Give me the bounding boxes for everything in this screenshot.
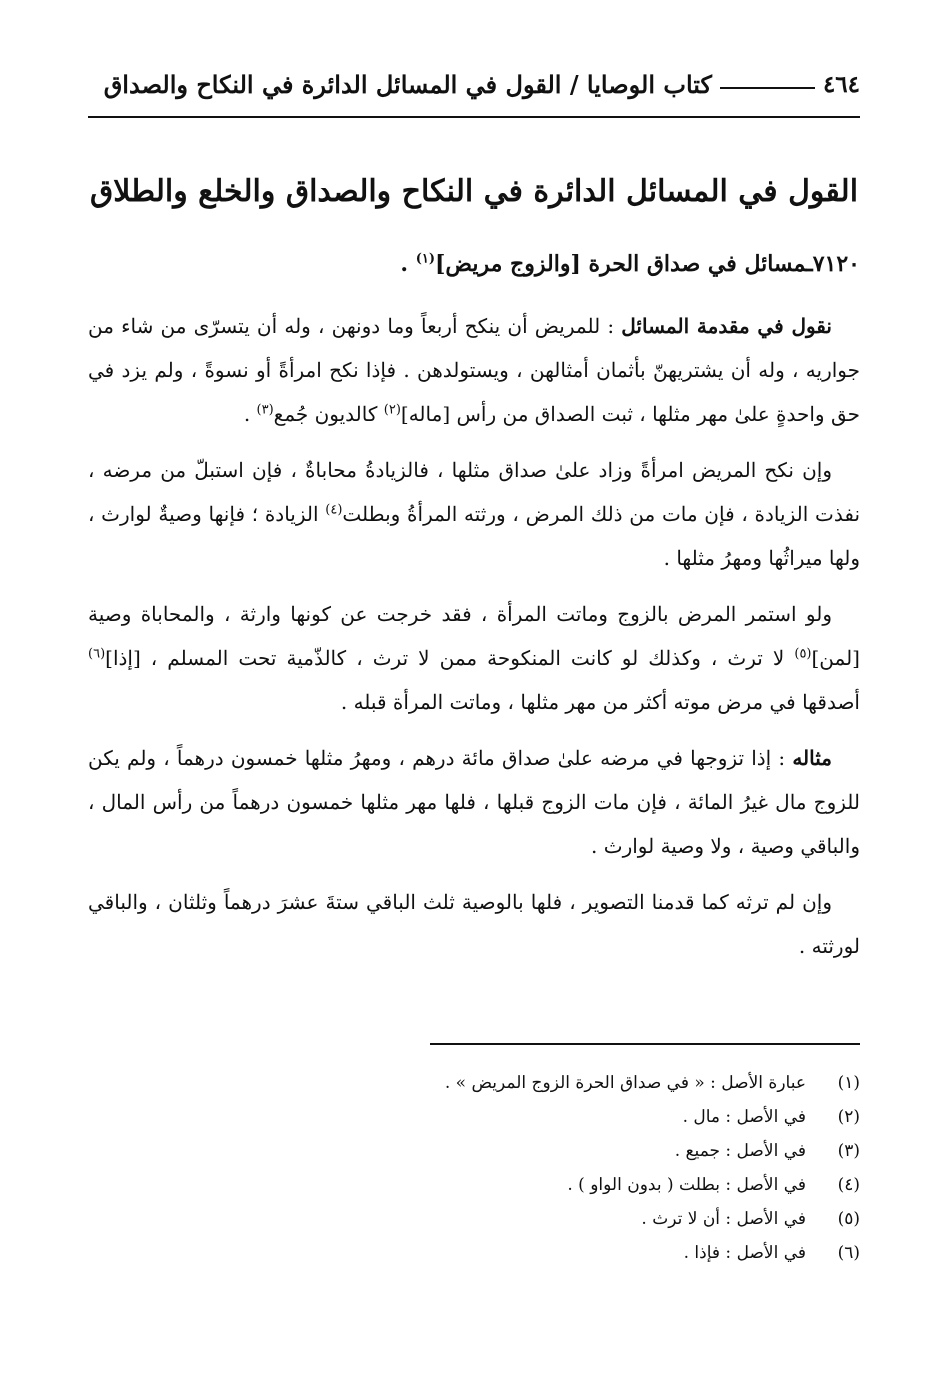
footnote-text: في الأصل : بطلت ( بدون الواو ) . [567, 1175, 806, 1195]
footnote-item [88, 1168, 860, 1202]
paragraph-text: أصدقها في مرض موته أكثر من مهر مثلها ، وماتت المرأة قبله . [340, 690, 860, 714]
footnote-number: (٢) [837, 1107, 860, 1127]
section-end: . [400, 251, 416, 277]
paragraph-text: . [243, 402, 257, 426]
footnote-item [88, 1134, 860, 1168]
footnote-number: (١) [837, 1073, 860, 1093]
running-title: كتاب الوصايا / القول في المسائل الدائرة في النكاح والصداق [103, 70, 712, 99]
footnote-ref[interactable]: (١) [415, 251, 435, 267]
paragraph-text: وإن لم ترثه كما قدمنا التصوير ، فلها بالوصية ثلث الباقي ستةَ عشرَ درهماً وثلثان ، والباقي لورثته . [88, 890, 860, 958]
paragraph-text: وإن نكح المريض امرأةً وزاد علىٰ صداق مثلها ، فالزيادةُ محاباةٌ ، فإن استبلّ من مرضه ، نفذت الزيادة ، فإن مات من ذلك المرض ، ورثته المرأةُ وبطلت [88, 458, 861, 526]
footnote-ref[interactable]: (٦) [88, 646, 106, 662]
footnote-text: في الأصل : فإذا . [683, 1243, 806, 1263]
footnote-number: (٥) [837, 1209, 860, 1229]
running-header [88, 70, 860, 99]
footnote-ref[interactable]: (٥) [794, 646, 812, 662]
footnote-ref[interactable]: (٣) [256, 402, 274, 418]
paragraph-text: : للمريض أن ينكح أربعاً وما دونهن ، وله أن يتسرّى من شاء من جواريه ، وله أن يشتريهنّ بأثمان أمثالهن ، ويستولدهن . فإذا نكح امرأةً أو نسوةً ، ولم يزد في حق واحدةٍ علىٰ مهر مثلها ، ثبت الصداق من رأس [ماله] [88, 314, 860, 426]
footnote-ref[interactable]: (٢) [383, 402, 401, 418]
paragraph-lead: نقول في مقدمة المسائل [621, 314, 832, 338]
section-heading [88, 246, 860, 282]
footnote-text: في الأصل : جميع . [674, 1141, 806, 1161]
body-text [88, 304, 860, 980]
footnote-item [88, 1202, 860, 1236]
footnote-number: (٦) [837, 1243, 860, 1263]
paragraph-text: لا ترث ، وكذلك لو كانت المنكوحة ممن لا ترث ، كالذّمية تحت المسلم ، [إذا] [105, 646, 795, 670]
section-title: مسائل في صداق الحرة [والزوج مريض] [434, 251, 807, 277]
chapter-title: القول في المسائل الدائرة في النكاح والصداق والخلع والطلاق [89, 174, 859, 209]
paragraph-5 [88, 880, 860, 968]
paragraph-text: الزيادة ؛ فإنها وصيةٌ لوارث ، ولها ميراثُها ومهرُ مثلها . [88, 502, 860, 570]
header-dash-rule [720, 87, 815, 89]
footnote-item [88, 1066, 860, 1100]
section-number: ٧١٢٠ـ [806, 251, 860, 277]
paragraph-2 [88, 448, 860, 580]
footnote-text: في الأصل : مال . [682, 1107, 806, 1127]
footnote-separator [430, 1043, 860, 1045]
paragraph-4 [88, 736, 860, 868]
footnote-number: (٤) [837, 1175, 860, 1195]
footnote-ref[interactable]: (٤) [325, 502, 343, 518]
footnote-item [88, 1100, 860, 1134]
paragraph-1 [88, 304, 860, 436]
header-divider [88, 116, 860, 118]
page-number: ٤٦٤ [822, 71, 860, 98]
paragraph-text: كالديون جُمع [273, 402, 384, 426]
paragraph-text: ولو استمر المرض بالزوج وماتت المرأة ، فقد خرجت عن كونها وارثة ، والمحاباة وصية [لمن] [88, 602, 860, 670]
paragraph-3 [88, 592, 860, 724]
footnote-text: عبارة الأصل : « في صداق الحرة الزوج المريض » . [444, 1073, 806, 1093]
footnote-item [88, 1236, 860, 1270]
paragraph-lead: مثاله [792, 746, 832, 770]
footnotes-list [88, 1066, 860, 1270]
paragraph-text: : إذا تزوجها في مرضه علىٰ صداق مائة درهم ، ومهرُ مثلها خمسون درهماً ، ولم يكن للزوج مال غيرُ المائة ، فإن مات الزوج قبلها ، فلها مهر مثلها خمسون درهماً من رأس المال ، والباقي وصية ، ولا وصية لوارث . [88, 746, 860, 858]
footnote-text: في الأصل : أن لا ترث . [641, 1209, 806, 1229]
footnote-number: (٣) [837, 1141, 860, 1161]
